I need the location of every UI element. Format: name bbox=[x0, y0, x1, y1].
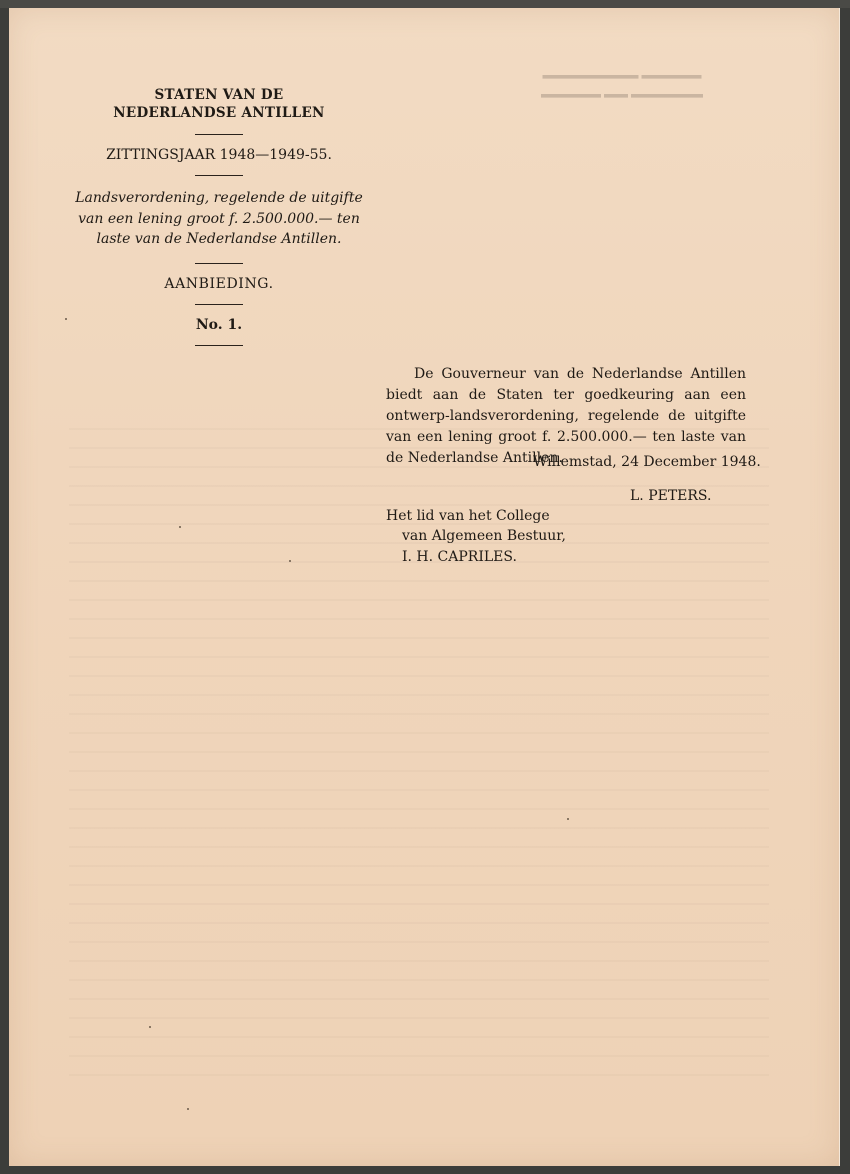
bleed-through-header: ▬▬▬▬▬ ▬▬ ▬▬▬▬▬▬ ▬▬▬▬▬▬▬▬ ▬▬▬▬▬ bbox=[541, 72, 703, 106]
session-year: ZITTINGSJAAR 1948—1949-55. bbox=[106, 147, 332, 164]
college-line: van Algemeen Bestuur, bbox=[402, 528, 566, 545]
divider-rule bbox=[195, 263, 243, 264]
document-header bbox=[59, 86, 379, 358]
divider-rule bbox=[195, 304, 243, 305]
org-name-line2: NEDERLANDSE ANTILLEN bbox=[113, 105, 325, 122]
divider-rule bbox=[195, 345, 243, 346]
divider-rule bbox=[195, 175, 243, 176]
paper-speck bbox=[567, 818, 569, 820]
offer-paragraph: De Gouverneur van de Nederlandse Antillen biedt aan de Staten ter goedkeuring aan een ontwerp-landsverordening, regelende de uitgifte van een lening groot f. 2.500.000.— ten laste van de Nederlandse Antillen. bbox=[386, 366, 746, 466]
document-type: AANBIEDING. bbox=[164, 276, 274, 293]
college-signature-block bbox=[386, 506, 566, 567]
scan-background bbox=[0, 0, 850, 8]
document-number: No. 1. bbox=[195, 317, 243, 334]
description-line: laste van de Nederlandse Antillen. bbox=[96, 231, 342, 248]
document-page bbox=[9, 8, 839, 1166]
college-signatory: I. H. CAPRILES. bbox=[402, 548, 517, 565]
college-line: Het lid van het College bbox=[386, 508, 550, 524]
ordinance-description bbox=[59, 188, 379, 249]
paper-speck bbox=[179, 526, 181, 528]
paper-speck bbox=[289, 560, 291, 562]
description-line: Landsverordening, regelende de uitgifte bbox=[75, 190, 363, 207]
description-line: van een lening groot f. 2.500.000.— ten bbox=[78, 210, 360, 227]
paper-speck bbox=[187, 1108, 189, 1110]
org-name-line1: STATEN VAN DE bbox=[154, 87, 284, 103]
governor-signature: L. PETERS. bbox=[630, 488, 712, 504]
divider-rule bbox=[195, 134, 243, 135]
paper-speck bbox=[149, 1026, 151, 1028]
paper-speck bbox=[65, 318, 67, 320]
place-and-date: Willemstad, 24 December 1948. bbox=[533, 454, 761, 470]
